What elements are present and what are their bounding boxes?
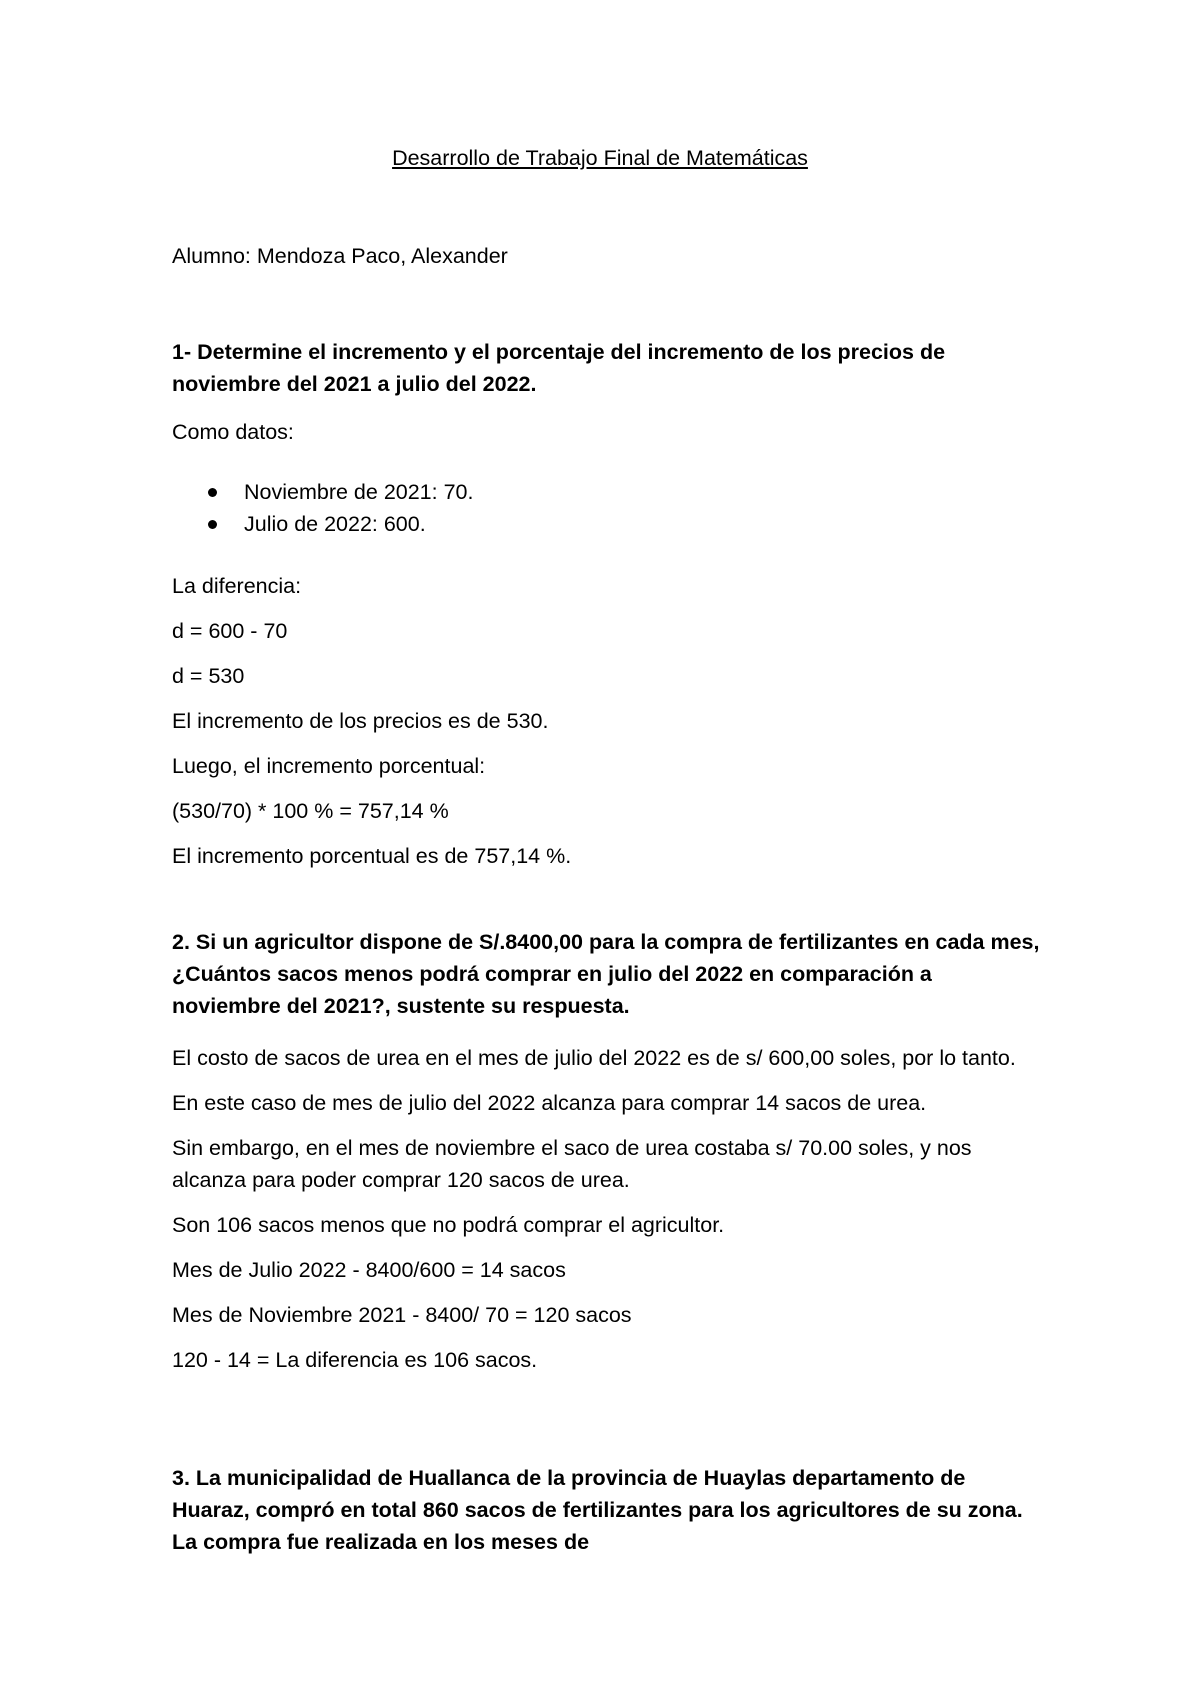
solution-line: (530/70) * 100 % = 757,14 % [172,799,449,823]
question-1-section [172,336,1042,400]
question-2-heading: 2. Si un agricultor dispone de S/.8400,00 para la compra de fertilizantes en cada mes, ¿Cuántos sacos menos podrá comprar en julio del 2022 en comparación a noviembre del 2021?, sustente su respuesta. [172,930,1040,1018]
solution-line: El costo de sacos de urea en el mes de julio del 2022 es de s/ 600,00 soles, por lo tanto. [172,1046,1016,1070]
solution-line: La diferencia: [172,574,302,598]
question-1-intro: Como datos: [172,420,294,444]
question-1-intro-block [172,416,1042,448]
solution-line: El incremento de los precios es de 530. [172,709,549,733]
solution-line: 120 - 14 = La diferencia es 106 sacos. [172,1348,538,1372]
question-1-data-list [172,476,1042,540]
solution-line: d = 530 [172,664,245,688]
solution-line: Son 106 sacos menos que no podrá comprar el agricultor. [172,1213,725,1237]
question-1-solution [172,570,1042,872]
solution-line: d = 600 - 70 [172,619,288,643]
question-2-solution [172,1042,1042,1376]
question-3-section [172,1462,1042,1558]
solution-line: Luego, el incremento porcentual: [172,754,486,778]
solution-line: Mes de Noviembre 2021 - 8400/ 70 = 120 sacos [172,1303,632,1327]
student-name: Alumno: Mendoza Paco, Alexander [172,244,508,268]
solution-line: Mes de Julio 2022 - 8400/600 = 14 sacos [172,1258,566,1282]
solution-line: El incremento porcentual es de 757,14 %. [172,844,572,868]
question-1-heading: 1- Determine el incremento y el porcentaje del incremento de los precios de noviembre del 2021 a julio del 2022. [172,340,946,396]
data-list-item: Julio de 2022: 600. [172,508,1042,540]
solution-line: En este caso de mes de julio del 2022 alcanza para comprar 14 sacos de urea. [172,1091,927,1115]
data-list-item: Noviembre de 2021: 70. [172,476,1042,508]
document-title: Desarrollo de Trabajo Final de Matemáticas [392,146,808,170]
question-3-heading: 3. La municipalidad de Huallanca de la provincia de Huaylas departamento de Huaraz, compró en total 860 sacos de fertilizantes para los agricultores de su zona. La compra fue realizada en los meses de [172,1466,1023,1554]
question-2-section [172,926,1042,1022]
solution-line: Sin embargo, en el mes de noviembre el saco de urea costaba s/ 70.00 soles, y nos alcanza para poder comprar 120 sacos de urea. [172,1136,972,1192]
